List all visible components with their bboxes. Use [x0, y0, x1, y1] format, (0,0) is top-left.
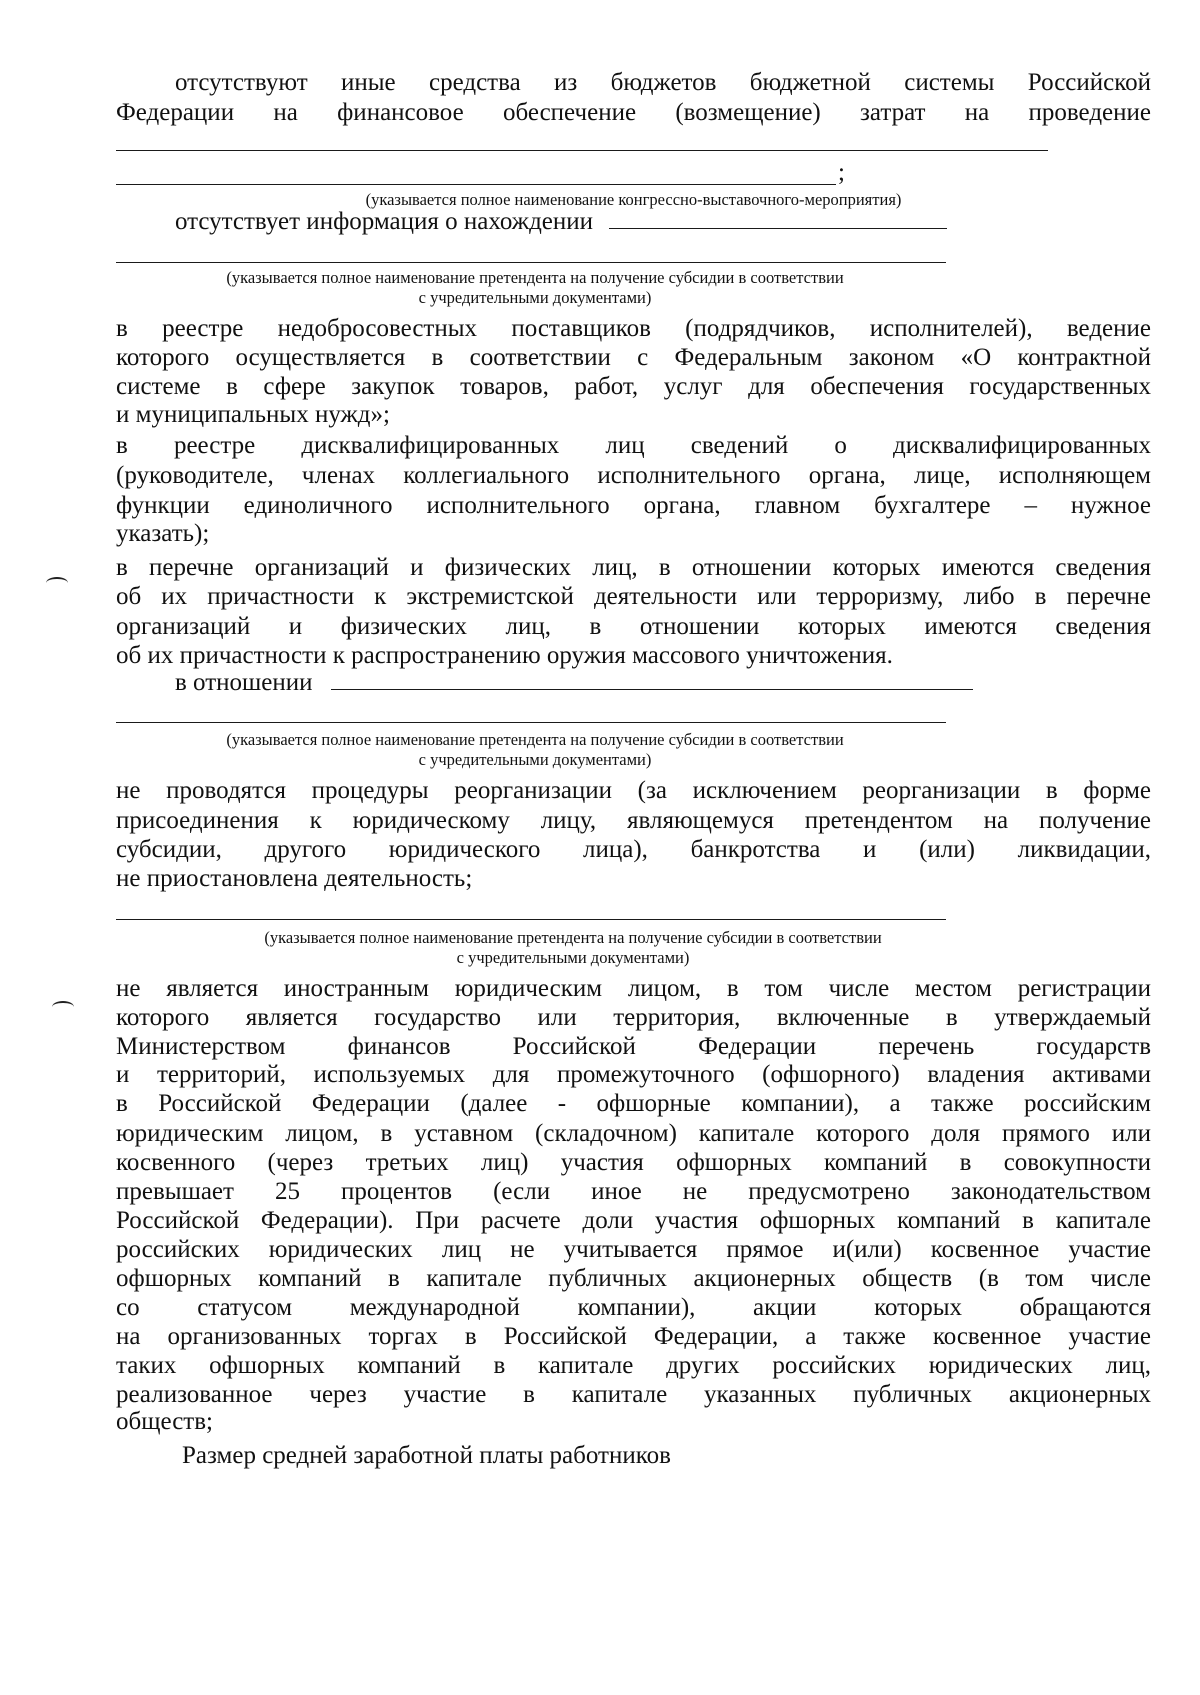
caption-applicant-name: с учредительными документами) — [456, 948, 690, 967]
blank-line — [116, 722, 946, 723]
caption-applicant-name: (указывается полное наименование претендента на получение субсидии в соответствии — [226, 268, 844, 287]
text-line — [175, 668, 1151, 698]
blank-line — [116, 150, 1048, 151]
text-line: обществ; — [116, 1408, 213, 1435]
text-line: субсидии, другого юридического лица), банкротства и (или) ликвидации, — [116, 836, 1151, 863]
text-line: в реестре дисквалифицированных лиц сведений о дисквалифицированных — [116, 432, 1151, 459]
text-line: организаций и физических лиц, в отношении которых имеются сведения — [116, 613, 1151, 640]
caption-applicant-name: с учредительными документами) — [418, 750, 652, 769]
text-line: российских юридических лиц не учитывается прямое и(или) косвенное участие — [116, 1236, 1151, 1263]
caption-applicant-name: (указывается полное наименование претендента на получение субсидии в соответствии — [264, 928, 882, 947]
text-line: Федерации на финансовое обеспечение (возмещение) затрат на проведение — [116, 99, 1151, 126]
text-line: системе в сфере закупок товаров, работ, услуг для обеспечения государственных — [116, 373, 1151, 400]
blank-line — [331, 689, 973, 690]
text-line: на организованных торгах в Российской Федерации, а также косвенное участие — [116, 1323, 1151, 1350]
text-line: не является иностранным юридическим лицом, в том числе местом регистрации — [116, 975, 1151, 1002]
text-line: не проводятся процедуры реорганизации (за исключением реорганизации в форме — [116, 777, 1151, 804]
text-line: в Российской Федерации (далее - офшорные компании), а также российским — [116, 1090, 1151, 1117]
text-line: (руководителе, членах коллегиального исполнительного органа, лице, исполняющем — [116, 462, 1151, 489]
text-line: указать); — [116, 520, 210, 547]
blank-line — [116, 184, 836, 185]
text-line: отсутствуют иные средства из бюджетов бюджетной системы Российской — [175, 69, 1151, 96]
text-line: об их причастности к распространению оружия массового уничтожения. — [116, 642, 893, 669]
text-line: присоединения к юридическому лицу, являющемуся претендентом на получение — [116, 807, 1151, 834]
semicolon: ; — [838, 159, 845, 186]
text-line: функции единоличного исполнительного органа, главном бухгалтере – нужное — [116, 492, 1151, 519]
text-line-label: отсутствует информация о нахождении — [175, 208, 594, 235]
caption-applicant-name: (указывается полное наименование претендента на получение субсидии в соответствии — [226, 730, 844, 749]
text-line: Министерством финансов Российской Федерации перечень государств — [116, 1033, 1151, 1060]
text-line: со статусом международной компании), акции которых обращаются — [116, 1294, 1151, 1321]
text-line: и территорий, используемых для промежуточного (офшорного) владения активами — [116, 1061, 1151, 1088]
margin-dash-mark — [52, 1001, 74, 1013]
text-line: превышает 25 процентов (если иное не предусмотрено законодательством — [116, 1178, 1151, 1205]
text-line: в реестре недобросовестных поставщиков (подрядчиков, исполнителей), ведение — [116, 315, 1151, 342]
text-line: офшорных компаний в капитале публичных акционерных обществ (в том числе — [116, 1265, 1151, 1292]
text-line: которого осуществляется в соответствии с Федеральным законом «О контрактной — [116, 344, 1151, 371]
text-line: реализованное через участие в капитале указанных публичных акционерных — [116, 1381, 1151, 1408]
text-line: Размер средней заработной платы работников — [182, 1442, 671, 1469]
text-line: которого является государство или территория, включенные в утверждаемый — [116, 1004, 1151, 1031]
text-line: и муниципальных нужд»; — [116, 401, 390, 428]
text-line: об их причастности к экстремистской деятельности или терроризму, либо в перечне — [116, 583, 1151, 610]
text-line: не приостановлена деятельность; — [116, 865, 473, 892]
caption-applicant-name: с учредительными документами) — [418, 288, 652, 307]
text-line-label: в отношении — [175, 669, 313, 696]
blank-line — [116, 262, 946, 263]
text-line: косвенного (через третьих лиц) участия офшорных компаний в совокупности — [116, 1149, 1151, 1176]
blank-line — [609, 228, 947, 229]
blank-line — [116, 919, 946, 920]
text-line: Российской Федерации). При расчете доли участия офшорных компаний в капитале — [116, 1207, 1151, 1234]
text-line: юридическим лицом, в уставном (складочном) капитале которого доля прямого или — [116, 1120, 1151, 1147]
caption-event-name: (указывается полное наименование конгрессно-выставочного-мероприятия) — [365, 190, 902, 209]
text-line: в перечне организаций и физических лиц, в отношении которых имеются сведения — [116, 554, 1151, 581]
text-line: таких офшорных компаний в капитале других российских юридических лиц, — [116, 1352, 1151, 1379]
margin-dash-mark — [46, 577, 68, 589]
text-line — [175, 207, 1151, 237]
